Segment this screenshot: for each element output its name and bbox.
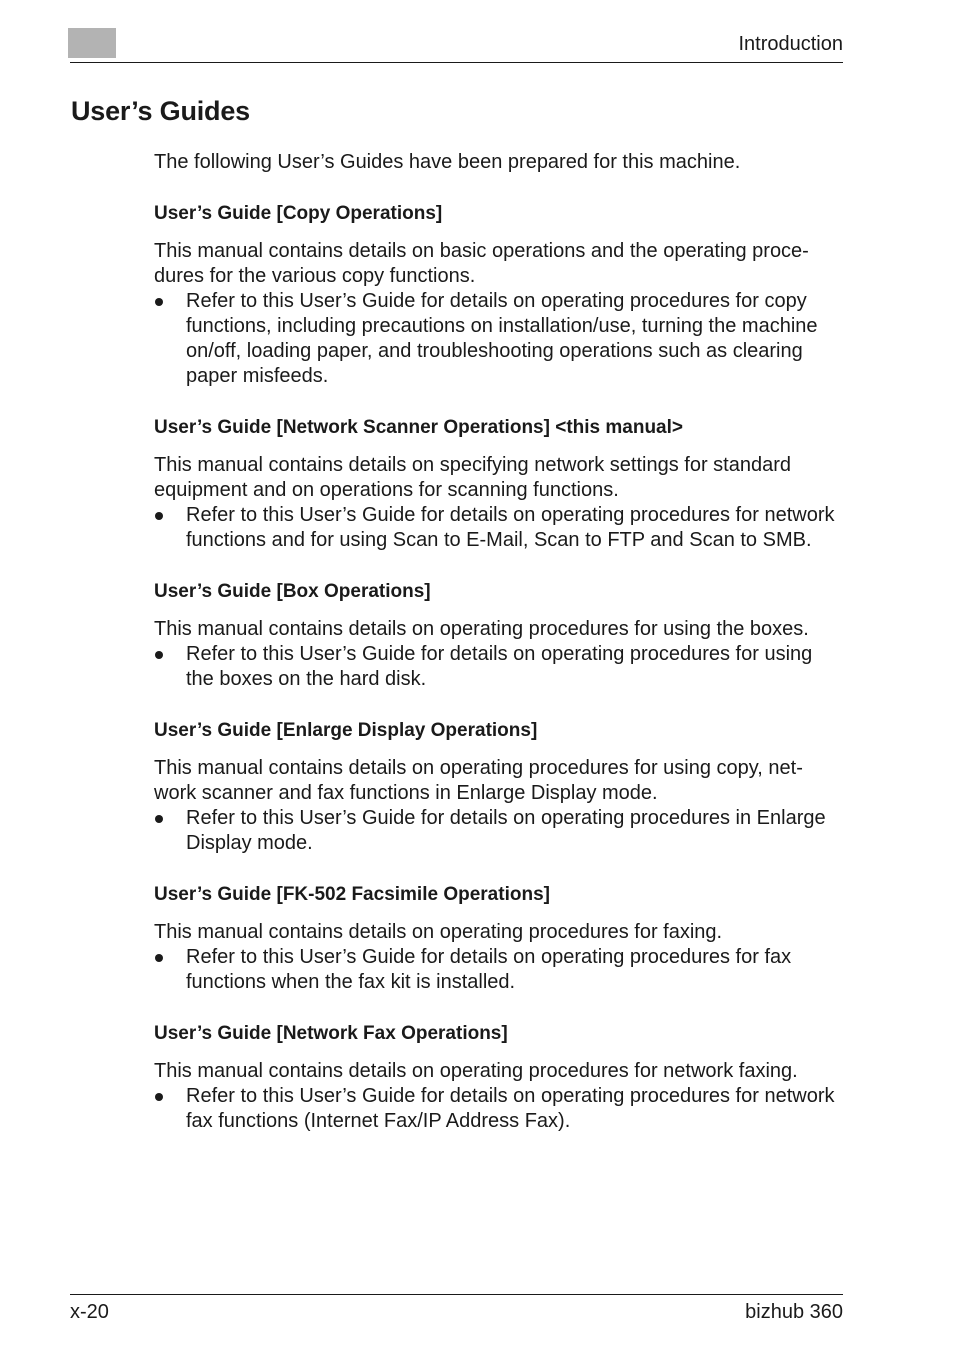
guide-section [154,579,844,692]
guide-title: User’s Guide [Enlarge Display Operations] [154,720,538,741]
page-number: x-20 [70,1301,109,1323]
guide-bullet-text: Refer to this User’s Guide for details on operating procedures for network fax functions (Internet Fax/IP Address Fax). [186,1085,835,1132]
chapter-tab-marker [68,28,116,58]
guide-bullet [154,503,844,553]
guide-description: This manual contains details on operating procedures for using copy, net-work scanner and fax functions in Enlarge Display mode. [154,757,803,804]
guide-bullet-text: Refer to this User’s Guide for details on operating procedures for network functions and for using Scan to E-Mail, Scan to FTP and Scan to SMB. [186,504,835,551]
guide-title: User’s Guide [Network Scanner Operations] <this manual> [154,417,683,438]
guide-description: This manual contains details on operating procedures for using the boxes. [154,618,809,640]
guide-section [154,201,844,389]
bullet-icon [155,1093,163,1101]
guide-bullet [154,945,844,995]
guide-bullet [154,806,844,856]
main-content [154,150,844,1160]
footer-divider [70,1294,843,1295]
guide-section [154,882,844,995]
guide-section [154,1021,844,1134]
guide-title: User’s Guide [FK-502 Facsimile Operations] [154,884,550,905]
guide-bullet-text: Refer to this User’s Guide for details on operating procedures for copy functions, including precautions on installation/use, turning the machine on/off, loading paper, and troubleshooting operations such as clearing paper misfeeds. [186,290,818,387]
header-section-title: Introduction [738,33,843,55]
guide-description: This manual contains details on basic operations and the operating proce-dures for the various copy functions. [154,240,809,287]
intro-paragraph: The following User’s Guides have been prepared for this machine. [154,151,741,173]
bullet-icon [155,954,163,962]
guide-section [154,718,844,856]
product-name: bizhub 360 [745,1301,843,1323]
bullet-icon [155,651,163,659]
guide-bullet [154,642,844,692]
bullet-icon [155,512,163,520]
bullet-icon [155,815,163,823]
page-title: User’s Guides [71,96,250,126]
guide-description: This manual contains details on specifying network settings for standard equipment and on operations for scanning functions. [154,454,792,501]
guide-bullet-text: Refer to this User’s Guide for details on operating procedures for using the boxes on the hard disk. [186,643,813,690]
header-divider [70,62,843,63]
bullet-icon [155,298,163,306]
guide-bullet-text: Refer to this User’s Guide for details on operating procedures in Enlarge Display mode. [186,807,826,854]
guide-description: This manual contains details on operating procedures for faxing. [154,921,723,943]
guide-bullet [154,1084,844,1134]
guide-section [154,415,844,553]
guide-title: User’s Guide [Box Operations] [154,581,431,602]
guide-title: User’s Guide [Network Fax Operations] [154,1023,508,1044]
guide-description: This manual contains details on operating procedures for network faxing. [154,1060,798,1082]
guide-bullet-text: Refer to this User’s Guide for details on operating procedures for fax functions when the fax kit is installed. [186,946,792,993]
guide-bullet [154,289,844,389]
guide-title: User’s Guide [Copy Operations] [154,203,443,224]
